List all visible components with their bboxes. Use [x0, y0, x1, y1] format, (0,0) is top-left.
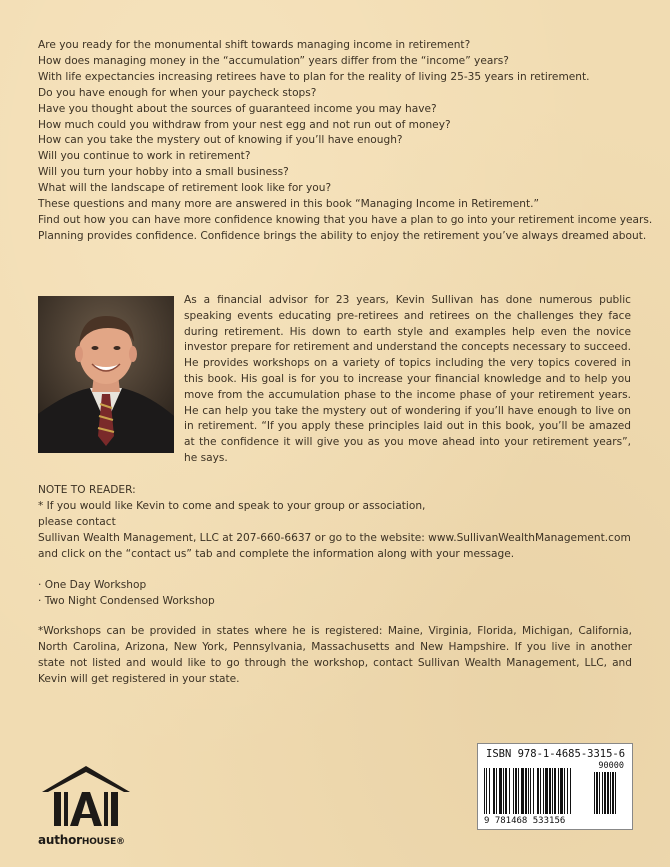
publisher-name-prefix: author — [38, 833, 82, 847]
question-line: Are you ready for the monumental shift towards managing income in retirement? — [38, 39, 471, 51]
note-line: Sullivan Wealth Management, LLC at 207-660-6637 or go to the website: www.SullivanWealthManagement.com — [38, 531, 631, 544]
question-line: With life expectancies increasing retirees have to plan for the reality of living 25-35 years in retirement. — [38, 70, 590, 83]
note-heading: NOTE TO READER: — [38, 484, 136, 496]
question-line: What will the landscape of retirement look like for you? — [38, 182, 332, 195]
price-addon: 90000 — [598, 761, 624, 771]
question-line: These questions and many more are answered in this book “Managing Income in Retirement.” — [38, 198, 539, 211]
states-note: *Workshops can be provided in states where he is registered: Maine, Virginia, Florida, Michigan, California, North Carolina, Arizona, New York, Pennsylvania, Massachusetts and New Hampshire. If you live in another state not listed and would like to go through the workshop, contact Sullivan Wealth Management, LLC, and Kevin will get registered in your state. — [38, 625, 632, 685]
question-line: Have you thought about the sources of guaranteed income you may have? — [38, 102, 437, 115]
author-photo — [38, 296, 174, 453]
question-line: Do you have enough for when your paycheck stops? — [38, 86, 317, 99]
workshop-item: · One Day Workshop — [38, 579, 147, 591]
author-bio: As a financial advisor for 23 years, Kevin Sullivan has done numerous public speaking events educating pre-retirees and retirees on the challenges they face during retirement. His down to earth style and examples help even the novice investor prepare for retirement and understand the concepts necessary to succeed. He provides workshops on a variety of topics including the very topics covered in this book. His goal is for you to increase your financial knowledge and to help you move from the accumulation phase to the income phase of your retirement years. He can help you take the mystery out of wondering if you’ll have enough to live on in retirement. “If you apply these principles laid out in this book, you’ll be amazed at the confidence it will give you as you move ahead into your retirement years”, he says. — [184, 294, 631, 464]
question-line: How can you take the mystery out of knowing if you’ll have enough? — [38, 134, 403, 147]
note-to-reader — [38, 483, 638, 563]
workshop-item: · Two Night Condensed Workshop — [38, 594, 215, 607]
barcode-bars — [482, 768, 628, 816]
barcode-number: 9 781468 533156 — [484, 816, 566, 826]
question-line: How does managing money in the “accumulation” years differ from the “income” years? — [38, 54, 509, 67]
note-line: * If you would like Kevin to come and speak to your group or association, — [38, 499, 426, 512]
workshop-list — [38, 578, 338, 610]
authorhouse-logo-icon — [38, 762, 134, 832]
publisher-name — [38, 833, 125, 847]
question-line: Find out how you can have more confidence knowing that you have a plan to go into your retirement income years. — [38, 213, 653, 226]
question-line: How much could you withdraw from your nest egg and not run out of money? — [38, 118, 451, 131]
question-line: Planning provides confidence. Confidence brings the ability to enjoy the retirement you’ve always dreamed about. — [38, 229, 647, 242]
note-line: please contact — [38, 515, 116, 528]
question-line: Will you turn your hobby into a small business? — [38, 166, 289, 179]
back-cover-questions — [38, 38, 653, 245]
isbn-barcode — [477, 743, 633, 830]
isbn-text: ISBN 978-1-4685-3315-6 — [486, 748, 626, 760]
note-line: and click on the “contact us” tab and complete the information along with your message. — [38, 547, 515, 560]
registered-mark: ® — [116, 837, 125, 847]
publisher-name-suffix: HOUSE — [81, 837, 117, 847]
question-line: Will you continue to work in retirement? — [38, 150, 251, 163]
